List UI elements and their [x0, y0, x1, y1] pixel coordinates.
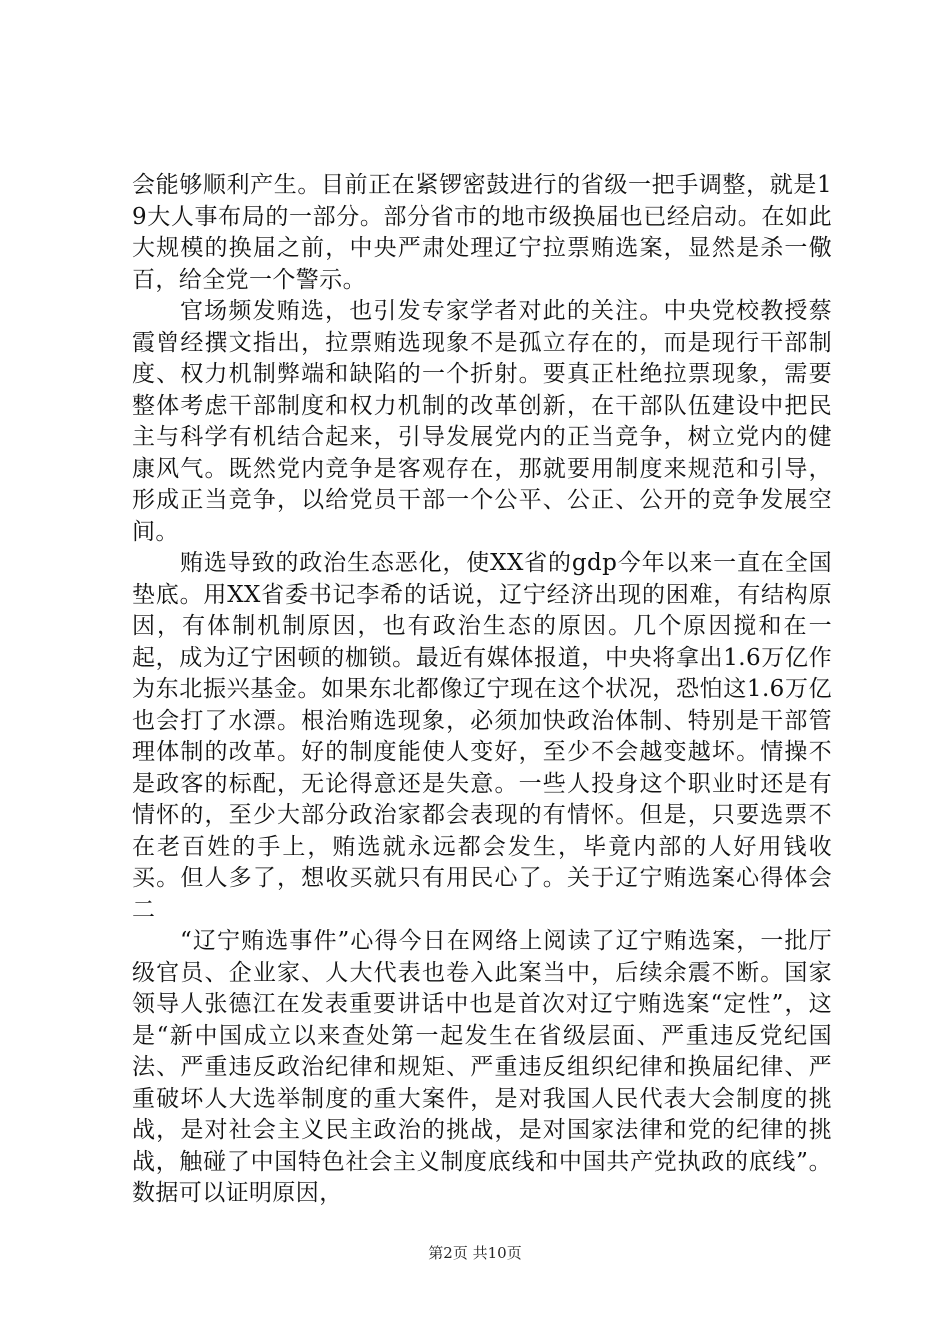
paragraph-1: 会能够顺利产生。目前正在紧锣密鼓进行的省级一把手调整，就是19大人事布局的一部分。部分省市的地市级换届也已经启动。在如此大规模的换届之前，中央严肃处理辽宁拉票贿选案，显然是杀一儆百，给全党一个警示。	[132, 172, 832, 293]
paragraph-2: 官场频发贿选，也引发专家学者对此的关注。中央党校教授蔡霞曾经撰文指出，拉票贿选现象不是孤立存在的，而是现行干部制度、权力机制弊端和缺陷的一个折射。要真正杜绝拉票现象，需要整体考虑干部制度和权力机制的改革创新，在干部队伍建设中把民主与科学有机结合起来，引导发展党内的正当竞争，树立党内的健康风气。既然党内竞争是客观存在，那就要用制度来规范和引导，形成正当竞争，以给党员干部一个公平、公正、公开的竞争发展空间。	[132, 298, 832, 545]
document-body	[132, 170, 832, 1210]
paragraph-3: 贿选导致的政治生态恶化，使XX省的gdp今年以来一直在全国垫底。用XX省委书记李希的话说，辽宁经济出现的困难，有结构原因，有体制机制原因，也有政治生态的原因。几个原因搅和在一起，成为辽宁困顿的枷锁。最近有媒体报道，中央将拿出1.6万亿作为东北振兴基金。如果东北都像辽宁现在这个状况，恐怕这1.6万亿也会打了水漂。根治贿选现象，必须加快政治体制、特别是干部管理体制的改革。好的制度能使人变好，至少不会越变越坏。情操不是政客的标配，无论得意还是失意。一些人投身这个职业时还是有情怀的，至少大部分政治家都会表现的有情怀。但是，只要选票不在老百姓的手上，贿选就永远都会发生，毕竟内部的人好用钱收买。但人多了，想收买就只有用民心了。关于辽宁贿选案心得体会二	[132, 550, 832, 923]
paragraph-4: “辽宁贿选事件”心得今日在网络上阅读了辽宁贿选案，一批厅级官员、企业家、人大代表也卷入此案当中，后续余震不断。国家领导人张德江在发表重要讲话中也是首次对辽宁贿选案“定性”，这是“新中国成立以来查处第一起发生在省级层面、严重违反党纪国法、严重违反政治纪律和规矩、严重违反组织纪律和换届纪律、严重破坏人大选举制度的重大案件，是对我国人民代表大会制度的挑战，是对社会主义民主政治的挑战，是对国家法律和党的纪律的挑战，触碰了中国特色社会主义制度底线和中国共产党执政的底线”。数据可以证明原因，	[132, 928, 832, 1206]
page-number-footer: 第2页 共10页	[428, 1244, 522, 1262]
